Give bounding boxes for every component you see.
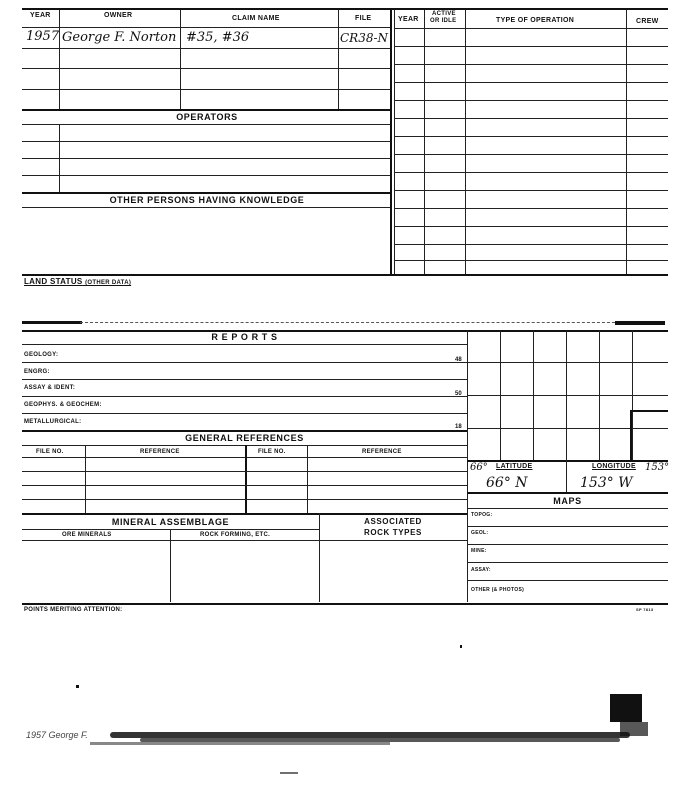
rule	[22, 192, 392, 194]
rule	[80, 322, 620, 323]
longitude-value: 153° W	[580, 475, 633, 491]
rule	[394, 136, 668, 137]
rule	[319, 513, 320, 602]
lat-prefix: 66°	[470, 462, 488, 473]
latitude-label: LATITUDE	[496, 463, 533, 470]
latitude-value: 66° N	[486, 475, 528, 491]
rule	[22, 8, 668, 10]
associated-line2: ROCK TYPES	[363, 528, 422, 537]
handwritten-file: CR38-N	[340, 31, 389, 45]
faint-handwriting: 1957 George F.	[26, 730, 88, 740]
rule	[245, 445, 247, 513]
rule	[467, 395, 668, 396]
assay-ident-label: ASSAY & IDENT:	[24, 385, 76, 391]
rule	[394, 100, 668, 101]
rule	[394, 190, 668, 191]
rule	[22, 141, 392, 142]
longitude-label: LONGITUDE	[592, 463, 636, 470]
reports-title: R E P O R T S	[211, 332, 278, 342]
reference-header-2: REFERENCE	[362, 449, 402, 455]
file-no-header: FILE NO.	[36, 449, 64, 455]
rule	[22, 89, 392, 90]
file-no-header-2: FILE NO.	[258, 449, 286, 455]
handwritten-owner: George F. Norton	[62, 30, 177, 45]
rule	[467, 544, 668, 545]
rule	[22, 471, 467, 472]
rule	[394, 118, 668, 119]
rule	[22, 109, 392, 111]
rock-forming-header: ROCK FORMING, ETC.	[200, 532, 271, 538]
mine-label: MINE:	[471, 548, 487, 554]
rule	[467, 562, 668, 563]
speck	[76, 685, 79, 688]
assay-num: 50	[455, 391, 462, 397]
rule	[394, 154, 668, 155]
rule	[467, 580, 668, 581]
points-meriting-label: POINTS MERITING ATTENTION:	[24, 607, 123, 613]
rule	[22, 27, 392, 28]
rule	[467, 460, 668, 462]
rule	[22, 430, 467, 432]
reference-header: REFERENCE	[140, 449, 180, 455]
rule	[22, 485, 467, 486]
rule	[307, 445, 308, 513]
rule	[467, 526, 668, 527]
topog-label: TOPOG:	[471, 512, 493, 518]
mineral-assemblage-title: MINERAL ASSEMBLAGE	[111, 517, 230, 527]
rule	[566, 460, 567, 492]
rule	[22, 274, 668, 276]
rule	[338, 10, 339, 110]
geol-label: GEOL:	[471, 530, 489, 536]
rule	[394, 208, 668, 209]
engrg-label: ENGRG:	[24, 369, 50, 375]
rule	[630, 410, 632, 460]
rule	[180, 10, 181, 110]
rule	[394, 10, 395, 276]
rule	[85, 445, 86, 513]
black-box-mark	[610, 694, 642, 722]
rule	[390, 10, 392, 276]
assay-map-label: ASSAY:	[471, 567, 491, 573]
rule	[626, 10, 627, 276]
year-header: YEAR	[30, 12, 51, 19]
rule	[22, 499, 467, 500]
rule	[467, 492, 668, 494]
crew-header: CREW	[636, 18, 659, 25]
associated-line1: ASSOCIATED	[364, 517, 422, 526]
rule	[394, 260, 668, 261]
general-references-title: GENERAL REFERENCES	[185, 433, 304, 443]
rule	[22, 540, 319, 541]
rule	[22, 396, 467, 397]
rule	[22, 513, 467, 515]
metallurgical-label: METALLURGICAL:	[24, 419, 82, 425]
maps-title: MAPS	[553, 496, 582, 506]
rule	[22, 603, 668, 605]
smudge	[620, 722, 648, 736]
rule	[394, 46, 668, 47]
rule	[394, 244, 668, 245]
form-code: SP 7813	[636, 607, 654, 612]
rule	[22, 124, 392, 125]
rule	[394, 82, 668, 83]
long-suffix: 153°	[645, 462, 670, 473]
speck	[460, 645, 462, 648]
speck	[280, 772, 298, 774]
active-header-line1: ACTIVE	[432, 11, 456, 17]
owner-header: OWNER	[104, 12, 133, 19]
land-status: LAND STATUS (OTHER DATA)	[24, 277, 132, 286]
rule	[467, 428, 668, 429]
rule	[424, 10, 425, 276]
rule	[394, 226, 668, 227]
rule	[22, 48, 392, 49]
rule	[22, 158, 392, 159]
type-header: TYPE OF OPERATION	[496, 17, 575, 24]
rule	[467, 508, 668, 509]
rule	[22, 413, 467, 414]
active-header-line2: OR IDLE	[430, 18, 457, 24]
rule	[319, 540, 467, 541]
rule	[630, 410, 668, 412]
rule	[22, 379, 467, 380]
handwritten-claim: #35, #36	[186, 30, 250, 45]
rule	[22, 362, 467, 363]
claim-name-header: CLAIM NAME	[232, 15, 280, 22]
rule	[22, 344, 467, 345]
rule	[59, 10, 60, 110]
rule	[394, 172, 668, 173]
rule	[394, 64, 668, 65]
smudge	[90, 742, 390, 745]
other-photos-label: OTHER (& PHOTOS)	[471, 587, 525, 593]
smudge	[22, 321, 82, 324]
handwritten-year: 1957	[26, 29, 60, 44]
geology-label: GEOLOGY:	[24, 352, 59, 358]
rule	[22, 68, 392, 69]
rule	[467, 362, 668, 363]
geophys-label: GEOPHYS. & GEOCHEM:	[24, 402, 102, 408]
rule	[22, 207, 392, 208]
metallurgical-num: 18	[455, 424, 462, 430]
rule	[465, 10, 466, 276]
rule	[394, 28, 668, 29]
ore-minerals-header: ORE MINERALS	[62, 532, 112, 538]
file-header: FILE	[355, 15, 372, 22]
rule	[22, 175, 392, 176]
operators-title: OPERATORS	[176, 112, 238, 122]
geology-num: 48	[455, 357, 462, 363]
smudge	[615, 321, 665, 325]
other-persons-title: OTHER PERSONS HAVING KNOWLEDGE	[109, 195, 305, 205]
ops-year-header: YEAR	[398, 16, 419, 23]
